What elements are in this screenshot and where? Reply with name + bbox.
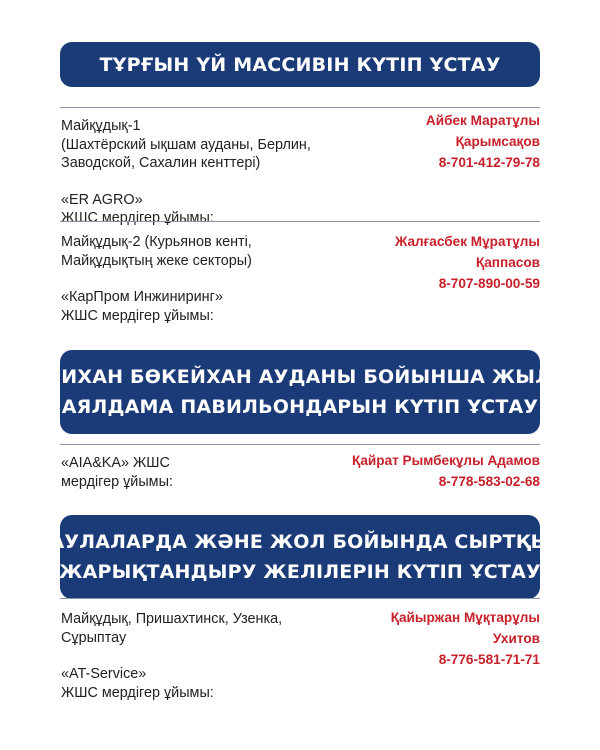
area-line: (Шахтёрский ықшам ауданы, Берлин, [61, 136, 311, 153]
contact-phone[interactable]: 8-707-890-00-59 [438, 276, 540, 291]
divider [60, 444, 540, 445]
section-title-line: ЖАРЫҚТАНДЫРУ ЖЕЛІЛЕРІН КҮТІП ҰСТАУ [59, 561, 541, 583]
area-line: Майқұдық-1 [61, 118, 141, 134]
contractor-name: «AT-Service» [61, 666, 147, 682]
entry-contact [320, 231, 540, 294]
area-line: Майқұдықтың жеке секторы) [61, 252, 252, 269]
entry-info [61, 117, 361, 228]
section-title-line: АУЛАЛАРДА ЖӘНЕ ЖОЛ БОЙЫНДА СЫРТҚЫ [49, 531, 551, 553]
entry-contact [280, 450, 540, 492]
entry-info [61, 610, 361, 702]
contact-phone[interactable]: 8-776-581-71-71 [438, 652, 540, 667]
entry-info [61, 233, 361, 325]
section-title: ТҰРҒЫН ҮЙ МАССИВІН КҮТІП ҰСТАУ [99, 53, 501, 76]
area-line: Сұрыптау [61, 629, 127, 646]
contact-name: Қайыржан Мұқтарұлы [390, 610, 540, 625]
contact-name: Қарымсақов [455, 134, 540, 149]
section-banner-bus-stops [28, 350, 572, 434]
area-line: Заводской, Сахалин кенттері) [61, 155, 261, 171]
section-banner-housing [60, 42, 540, 87]
section-banner-street-lighting [49, 515, 551, 599]
contractor-label: ЖШС мердігер ұйымы: [61, 307, 214, 324]
contractor-label: ЖШС мердігер ұйымы: [61, 684, 214, 701]
divider [60, 221, 540, 222]
contact-phone[interactable]: 8-701-412-79-78 [438, 155, 540, 170]
divider [60, 598, 540, 599]
area-line: Майқұдық, Пришахтинск, Узенка, [61, 611, 283, 627]
divider [60, 107, 540, 108]
area-line: Майқұдық-2 (Курьянов кенті, [61, 234, 252, 250]
contractor-name: «AIA&KA» ЖШС [61, 455, 170, 471]
contact-phone[interactable]: 8-778-583-02-68 [438, 474, 540, 489]
contractor-name: «ER AGRO» [61, 191, 143, 208]
contractor-label: мердігер ұйымы: [61, 473, 173, 490]
entry-contact [320, 110, 540, 173]
contractor-label: ЖШС мердігер ұйымы: [61, 210, 214, 226]
contact-name: Жалғасбек Мұратұлы [395, 234, 540, 249]
contact-name: Қаппасов [475, 255, 540, 270]
contact-name: Ухитов [492, 631, 540, 646]
section-title-line: ӘЛИХАН БӨКЕЙХАН АУДАНЫ БОЙЫНША ЖЫЛЫ [28, 366, 572, 388]
contact-name: Қайрат Рымбекұлы Адамов [352, 453, 540, 468]
section-title-line: АЯЛДАМА ПАВИЛЬОНДАРЫН КҮТІП ҰСТАУ [61, 396, 539, 418]
entry-contact [320, 607, 540, 670]
contact-name: Айбек Маратұлы [425, 113, 540, 128]
contractor-name: «КарПром Инжиниринг» [61, 289, 223, 305]
